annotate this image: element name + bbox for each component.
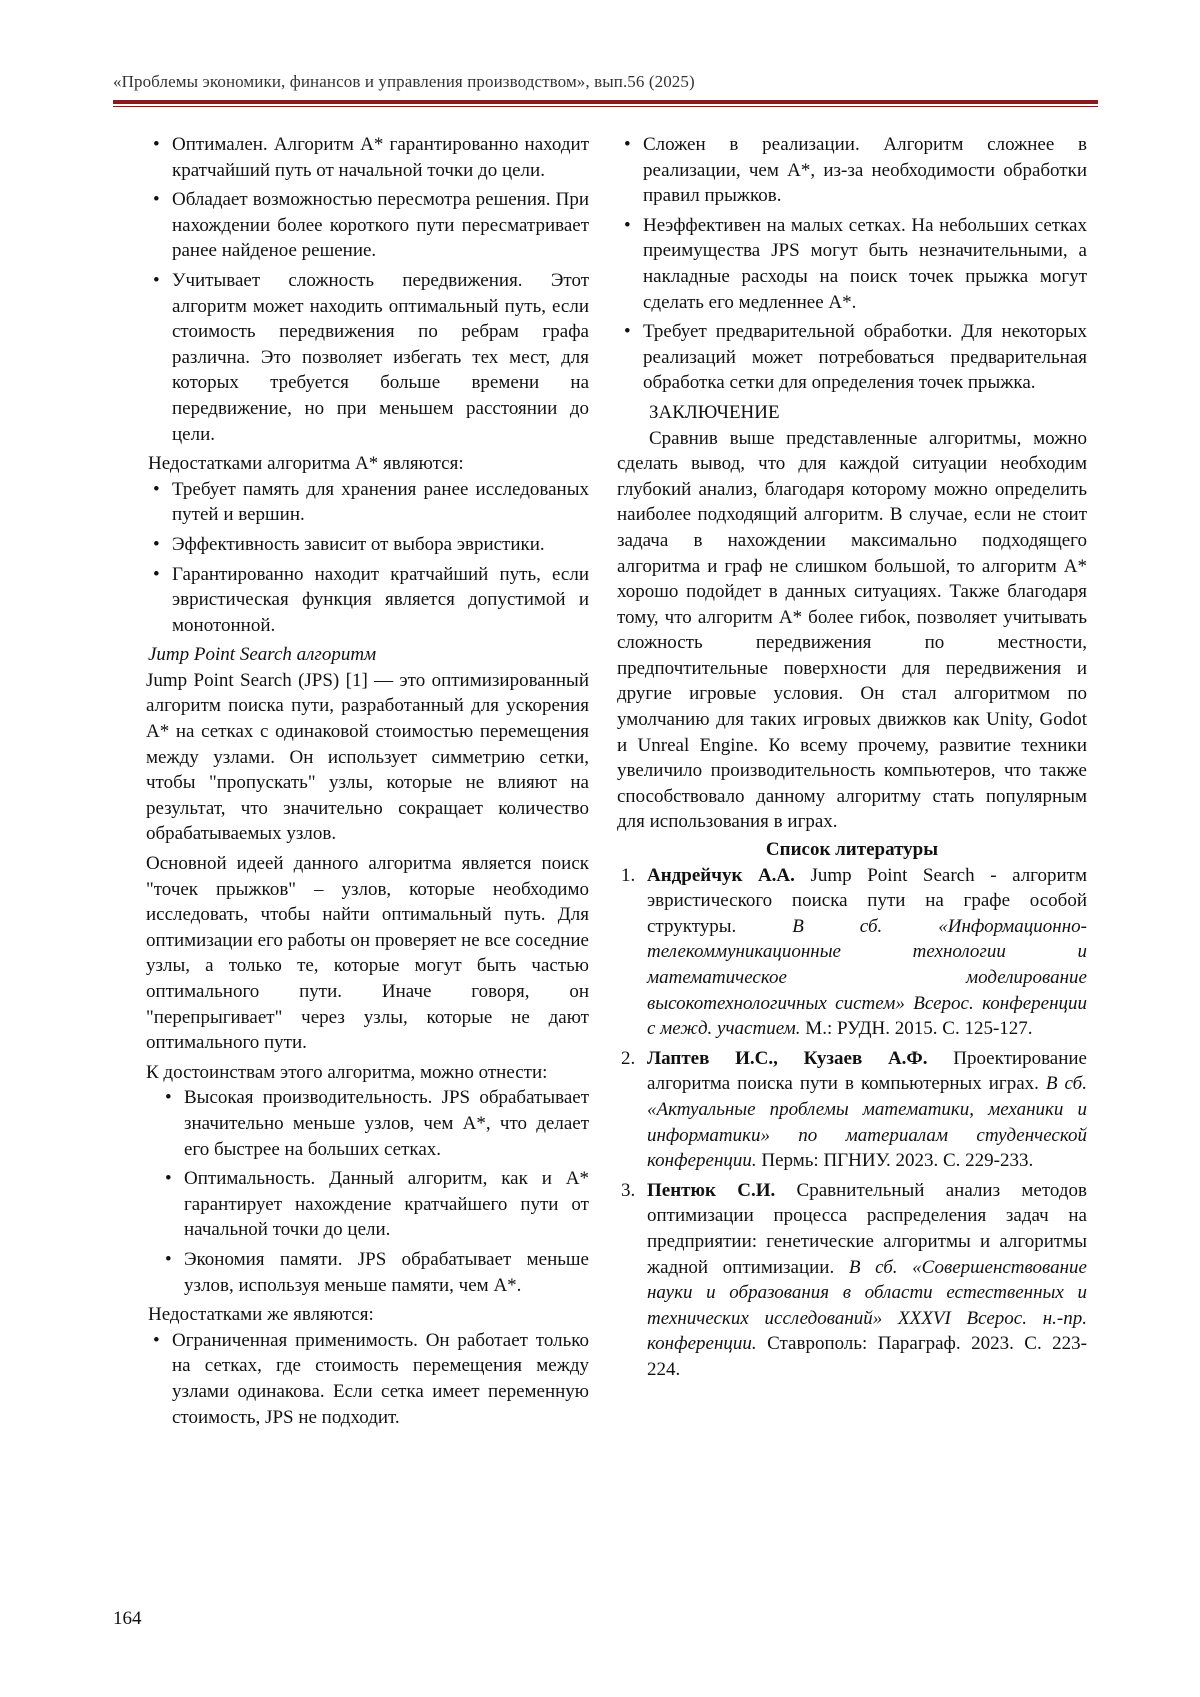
list-item: • Обладает возможностью пересмотра решения. При нахождении более короткого пути пересматривает ранее найденое решение.	[146, 187, 589, 264]
references-list	[617, 863, 1087, 1383]
left-column	[146, 132, 589, 1434]
reference-title: Проектирование алгоритма поиска пути в компьютерных играх.	[647, 1047, 1087, 1095]
reference-source: В сб. «Информационно-телекоммуникационные технологии и математическое моделирование высокотехнологичных систем» Всерос. конференции с межд. участием.	[647, 915, 1087, 1040]
list-item: • Требует предварительной обработки. Для некоторых реализаций может потребоваться предварительная обработка сетки для определения точек прыжка.	[617, 319, 1087, 396]
list-item: • Оптимальность. Данный алгоритм, как и A* гарантирует нахождение кратчайшего пути от начальной точки до цели.	[158, 1166, 589, 1243]
list-item: • Требует память для хранения ранее исследованых путей и вершин.	[146, 477, 589, 528]
reference-publisher: Ставрополь: Параграф. 2023. С. 223-224.	[647, 1333, 1087, 1380]
references-heading: Список литературы	[765, 839, 939, 861]
jps-disadvantages-list	[146, 1328, 589, 1430]
list-item: • Экономия памяти. JPS обрабатывает меньше узлов, используя меньше памяти, чем A*.	[158, 1247, 589, 1298]
journal-title: «Проблемы экономики, финансов и управления производством», вып.56 (2025)	[113, 72, 695, 91]
jps-paragraph-2: Основной идеей данного алгоритма является поиск "точек прыжков" – узлов, которые необходимо исследовать, чтобы найти оптимальный путь. Для оптимизации его работы он проверяет не все соседние узлы, а только те, которые могут быть частью оптимального пути. Иначе говоря, он "перепрыгивает" через узлы, которые не дают оптимального пути.	[146, 853, 589, 1054]
reference-number: 1.	[621, 864, 636, 886]
jps-advantages-list	[158, 1085, 589, 1298]
reference-authors: Андрейчук А.А.	[647, 864, 795, 886]
right-column	[617, 132, 1087, 1387]
astar-disadvantages-list	[146, 477, 589, 639]
jps-advantages-lead: К достоинствам этого алгоритма, можно отнести:	[146, 1061, 548, 1083]
reference-publisher: Пермь: ПГНИУ. 2023. С. 229-233.	[756, 1150, 1034, 1172]
list-item: • Гарантированно находит кратчайший путь, если эвристическая функция является допустимой и монотонной.	[146, 562, 589, 639]
list-item: • Неэффективен на малых сетках. На небольших сетках преимущества JPS могут быть незначительными, а накладные расходы на поиск точек прыжка могут сделать его медленнее A*.	[617, 213, 1087, 315]
jps-paragraph-1: Jump Point Search (JPS) [1] — это оптимизированный алгоритм поиска пути, разработанный для ускорения A* на сетках с одинаковой стоимостью перемещения между узлами. Он использует симметрию сетки, чтобы "пропускать" узлы, которые не влияют на результат, что значительно сокращает количество обрабатываемых узлов.	[146, 669, 589, 845]
jps-disadvantages-lead: Недостатками же являются:	[148, 1304, 374, 1326]
reference-authors: Пентюк С.И.	[647, 1179, 776, 1201]
list-item: • Сложен в реализации. Алгоритм сложнее в реализации, чем A*, из-за необходимости обработки правил прыжков.	[617, 132, 1087, 209]
astar-disadvantages-lead: Недостатками алгоритма A* являются:	[148, 453, 464, 475]
reference-publisher: М.: РУДН. 2015. С. 125-127.	[800, 1018, 1033, 1040]
jps-disadvantages-list-cont	[617, 132, 1087, 396]
running-header	[113, 72, 1098, 107]
reference-item	[617, 1046, 1087, 1174]
reference-number: 3.	[621, 1179, 636, 1201]
reference-title: Jump Point Search - алгоритм эвристического поиска пути на графе особой структуры.	[647, 864, 1087, 937]
reference-authors: Лаптев И.С., Кузаев А.Ф.	[647, 1047, 928, 1069]
astar-advantages-list	[146, 132, 589, 447]
list-item: • Эффективность зависит от выбора эвристики.	[146, 532, 589, 558]
header-rule-thick	[113, 100, 1098, 104]
conclusion-paragraph: Сравнив выше представленные алгоритмы, можно сделать вывод, что для каждой ситуации необходим глубокий анализ, благодаря которому можно определить наиболее подходящий алгоритм. В случае, если не стоит задача в нахождении максимально подходящего алгоритма и граф не слишком большой, то алгоритм A* хорошо подойдет в данных ситуациях. Также благодаря тому, что алгоритм A* более гибок, позволяет учитывать сложность передвижения по местности, предпочтительные поверхности для передвижения и другие игровые условия. Он стал алгоритмом по умолчанию для таких игровых движков как Unity, Godot и Unreal Engine. Ко всему прочему, развитие техники увеличило производительность компьютеров, что также способствовало данному алгоритму стать популярным для использования в играх.	[617, 427, 1087, 833]
reference-source: В сб. «Актуальные проблемы математики, механики и информатики» по материалам студенческой конференции.	[647, 1073, 1087, 1172]
list-item: • Высокая производительность. JPS обрабатывает значительно меньше узлов, чем A*, что делает его быстрее на больших сетках.	[158, 1085, 589, 1162]
list-item: • Ограниченная применимость. Он работает только на сетках, где стоимость перемещения между узлами одинакова. Если сетка имеет переменную стоимость, JPS не подходит.	[146, 1328, 589, 1430]
reference-title: Сравнительный анализ методов оптимизации процесса распределения задач на предприятии: генетические алгоритмы и алгоритмы жадной оптимизации.	[647, 1179, 1087, 1278]
list-item: • Учитывает сложность передвижения. Этот алгоритм может находить оптимальный путь, если стоимость передвижения по ребрам графа различна. Это позволяет избегать тех мест, для которых требуется больше времени на передвижение, но при меньшем расстоянии до цели.	[146, 268, 589, 447]
page-number: 164	[113, 1608, 142, 1629]
list-item: • Оптимален. Алгоритм A* гарантированно находит кратчайший путь от начальной точки до цели.	[146, 132, 589, 183]
jps-subheading: Jump Point Search алгоритм	[148, 644, 377, 666]
conclusion-heading: ЗАКЛЮЧЕНИЕ	[649, 401, 780, 423]
header-rule-thin	[113, 106, 1098, 107]
reference-item	[617, 863, 1087, 1042]
reference-item	[617, 1178, 1087, 1383]
reference-number: 2.	[621, 1047, 636, 1069]
reference-source: В сб. «Совершенствование науки и образования в области естественных и технических исследований» XXXVI Всерос. н.-пр. конференции.	[647, 1256, 1087, 1355]
